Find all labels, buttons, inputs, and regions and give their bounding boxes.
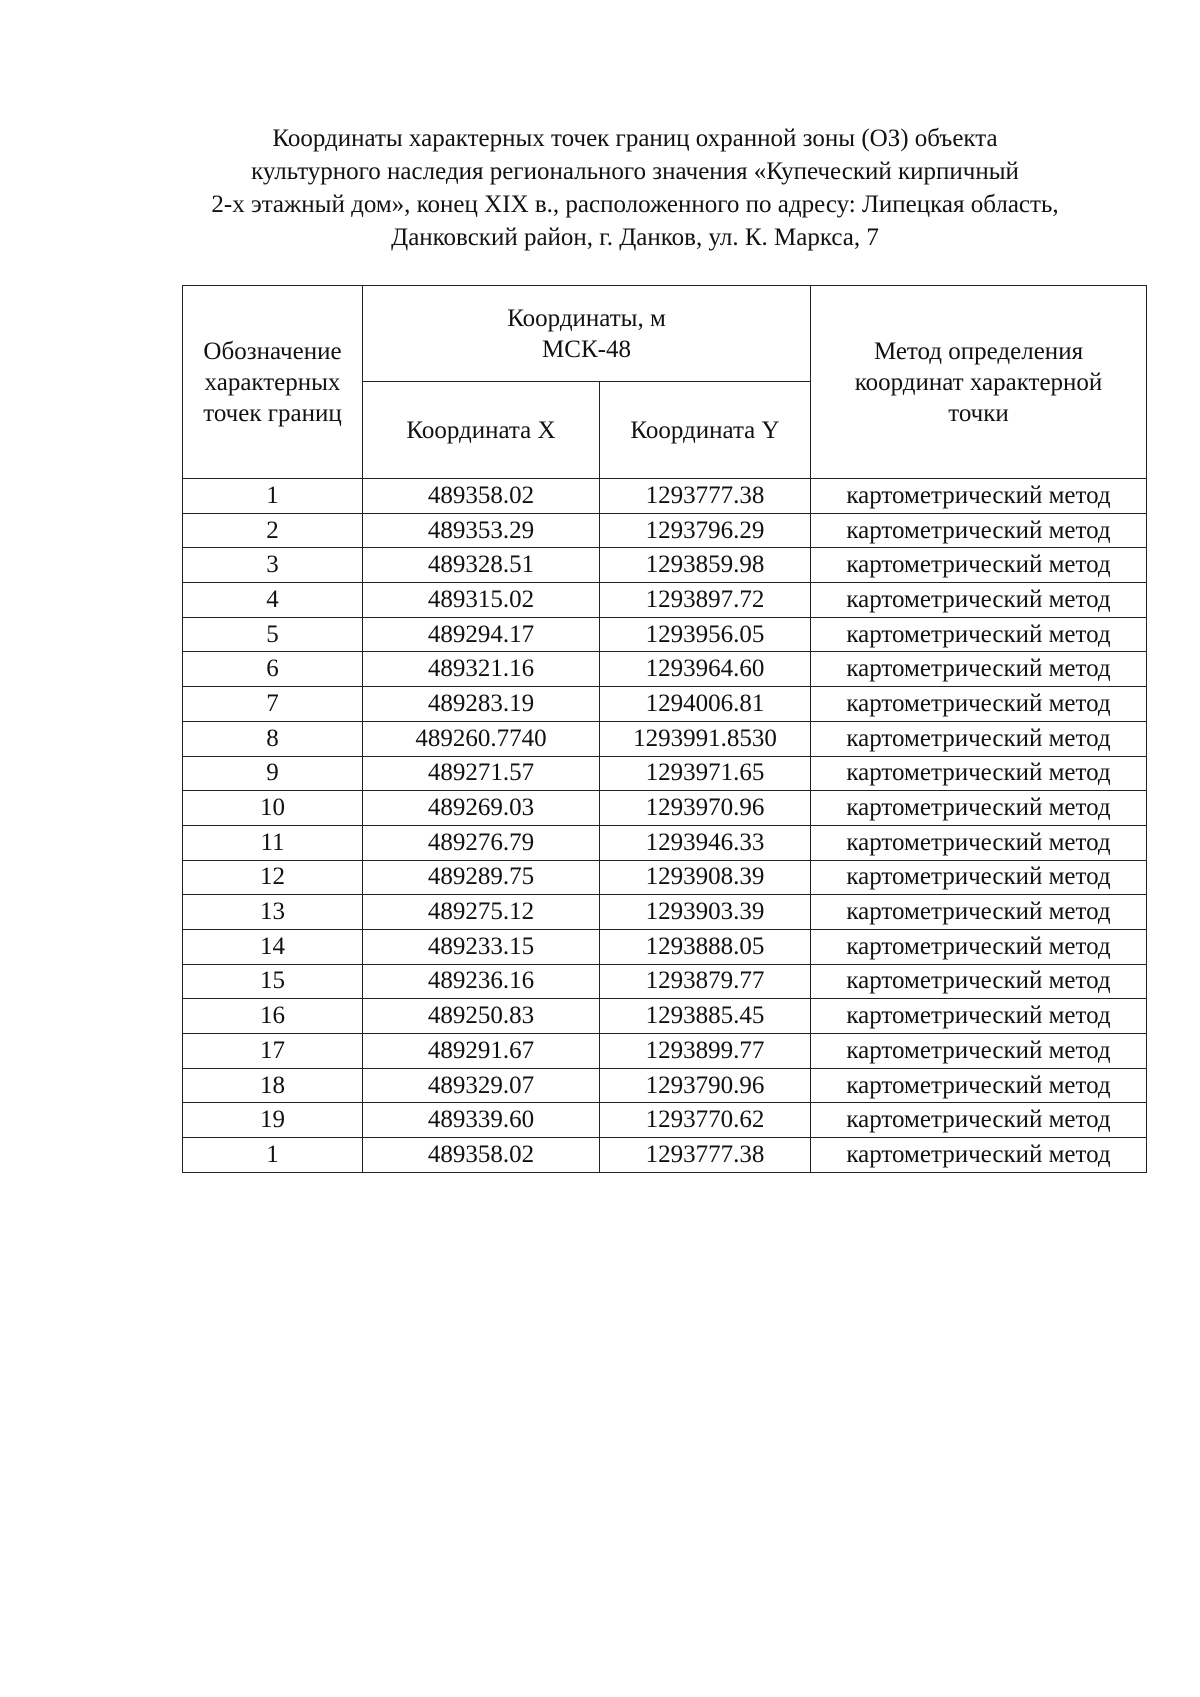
cell-coord-x: 489289.75 — [363, 860, 600, 895]
cell-coord-x: 489329.07 — [363, 1068, 600, 1103]
cell-coord-x: 489250.83 — [363, 999, 600, 1034]
cell-coord-x: 489275.12 — [363, 895, 600, 930]
cell-coord-y: 1293897.72 — [600, 583, 811, 618]
cell-method: картометрический метод — [811, 687, 1147, 722]
cell-method: картометрический метод — [811, 479, 1147, 514]
cell-point: 2 — [183, 513, 363, 548]
cell-coord-x: 489353.29 — [363, 513, 600, 548]
header-point-label: Обозначение характерных точек границ — [183, 286, 363, 479]
cell-method: картометрический метод — [811, 617, 1147, 652]
header-coord-x: Координата X — [363, 382, 600, 479]
table-row — [183, 687, 1147, 722]
title-line: Координаты характерных точек границ охранной зоны (ОЗ) объекта — [272, 125, 998, 152]
table-row — [183, 895, 1147, 930]
cell-coord-y: 1293885.45 — [600, 999, 811, 1034]
cell-point: 7 — [183, 687, 363, 722]
cell-coord-x: 489233.15 — [363, 929, 600, 964]
cell-point: 6 — [183, 652, 363, 687]
coordinates-table — [182, 285, 1147, 1173]
table-row — [183, 583, 1147, 618]
title-line: 2-х этажный дом», конец XIX в., расположенного по адресу: Липецкая область, — [211, 191, 1059, 218]
table-row — [183, 1138, 1147, 1173]
table-row — [183, 721, 1147, 756]
cell-method: картометрический метод — [811, 1103, 1147, 1138]
cell-method: картометрический метод — [811, 1138, 1147, 1173]
cell-point: 1 — [183, 1138, 363, 1173]
title-line: культурного наследия регионального значения «Купеческий кирпичный — [251, 158, 1019, 185]
cell-coord-y: 1293970.96 — [600, 791, 811, 826]
table-row — [183, 1068, 1147, 1103]
table-row — [183, 479, 1147, 514]
cell-point: 3 — [183, 548, 363, 583]
table-row — [183, 617, 1147, 652]
cell-coord-y: 1293971.65 — [600, 756, 811, 791]
cell-method: картометрический метод — [811, 895, 1147, 930]
cell-coord-y: 1293777.38 — [600, 1138, 811, 1173]
cell-point: 14 — [183, 929, 363, 964]
cell-coord-x: 489260.7740 — [363, 721, 600, 756]
cell-method: картометрический метод — [811, 791, 1147, 826]
cell-point: 12 — [183, 860, 363, 895]
table-row — [183, 756, 1147, 791]
header-method: Метод определения координат характерной точки — [811, 286, 1147, 479]
cell-coord-x: 489315.02 — [363, 583, 600, 618]
table-row — [183, 1103, 1147, 1138]
table-row — [183, 791, 1147, 826]
cell-coord-y: 1293956.05 — [600, 617, 811, 652]
cell-coord-y: 1293879.77 — [600, 964, 811, 999]
cell-point: 11 — [183, 825, 363, 860]
cell-coord-x: 489328.51 — [363, 548, 600, 583]
cell-coord-x: 489294.17 — [363, 617, 600, 652]
cell-coord-y: 1294006.81 — [600, 687, 811, 722]
cell-coord-x: 489276.79 — [363, 825, 600, 860]
cell-coord-x: 489321.16 — [363, 652, 600, 687]
table-row — [183, 964, 1147, 999]
cell-coord-x: 489269.03 — [363, 791, 600, 826]
header-coordinates-group: Координаты, м МСК-48 — [363, 286, 811, 382]
cell-method: картометрический метод — [811, 721, 1147, 756]
cell-point: 4 — [183, 583, 363, 618]
table-body — [183, 479, 1147, 1173]
title-line: Данковский район, г. Данков, ул. К. Маркса, 7 — [391, 224, 879, 251]
cell-method: картометрический метод — [811, 999, 1147, 1034]
cell-method: картометрический метод — [811, 513, 1147, 548]
table-row — [183, 929, 1147, 964]
cell-point: 16 — [183, 999, 363, 1034]
cell-coord-y: 1293859.98 — [600, 548, 811, 583]
cell-method: картометрический метод — [811, 929, 1147, 964]
table-row — [183, 1034, 1147, 1069]
cell-coord-x: 489236.16 — [363, 964, 600, 999]
cell-method: картометрический метод — [811, 756, 1147, 791]
table-row — [183, 860, 1147, 895]
cell-method: картометрический метод — [811, 964, 1147, 999]
table-row — [183, 999, 1147, 1034]
cell-coord-y: 1293964.60 — [600, 652, 811, 687]
cell-coord-y: 1293908.39 — [600, 860, 811, 895]
header-coord-y: Координата Y — [600, 382, 811, 479]
cell-coord-y: 1293790.96 — [600, 1068, 811, 1103]
cell-coord-x: 489358.02 — [363, 479, 600, 514]
cell-coord-x: 489339.60 — [363, 1103, 600, 1138]
cell-method: картометрический метод — [811, 583, 1147, 618]
cell-point: 10 — [183, 791, 363, 826]
cell-point: 17 — [183, 1034, 363, 1069]
cell-coord-y: 1293946.33 — [600, 825, 811, 860]
cell-coord-y: 1293888.05 — [600, 929, 811, 964]
table-row — [183, 652, 1147, 687]
cell-point: 9 — [183, 756, 363, 791]
table-header-row — [183, 286, 1147, 382]
cell-coord-x: 489358.02 — [363, 1138, 600, 1173]
cell-method: картометрический метод — [811, 652, 1147, 687]
cell-coord-y: 1293770.62 — [600, 1103, 811, 1138]
cell-coord-y: 1293796.29 — [600, 513, 811, 548]
cell-method: картометрический метод — [811, 825, 1147, 860]
cell-point: 8 — [183, 721, 363, 756]
cell-coord-y: 1293903.39 — [600, 895, 811, 930]
cell-method: картометрический метод — [811, 860, 1147, 895]
cell-coord-y: 1293991.8530 — [600, 721, 811, 756]
cell-method: картометрический метод — [811, 1034, 1147, 1069]
document-title — [150, 122, 1120, 254]
table-row — [183, 548, 1147, 583]
cell-point: 15 — [183, 964, 363, 999]
table-row — [183, 825, 1147, 860]
cell-point: 19 — [183, 1103, 363, 1138]
cell-coord-x: 489283.19 — [363, 687, 600, 722]
cell-method: картометрический метод — [811, 1068, 1147, 1103]
cell-coord-y: 1293777.38 — [600, 479, 811, 514]
table-row — [183, 513, 1147, 548]
cell-coord-x: 489271.57 — [363, 756, 600, 791]
cell-coord-y: 1293899.77 — [600, 1034, 811, 1069]
cell-point: 5 — [183, 617, 363, 652]
cell-method: картометрический метод — [811, 548, 1147, 583]
cell-point: 18 — [183, 1068, 363, 1103]
cell-point: 13 — [183, 895, 363, 930]
cell-coord-x: 489291.67 — [363, 1034, 600, 1069]
cell-point: 1 — [183, 479, 363, 514]
